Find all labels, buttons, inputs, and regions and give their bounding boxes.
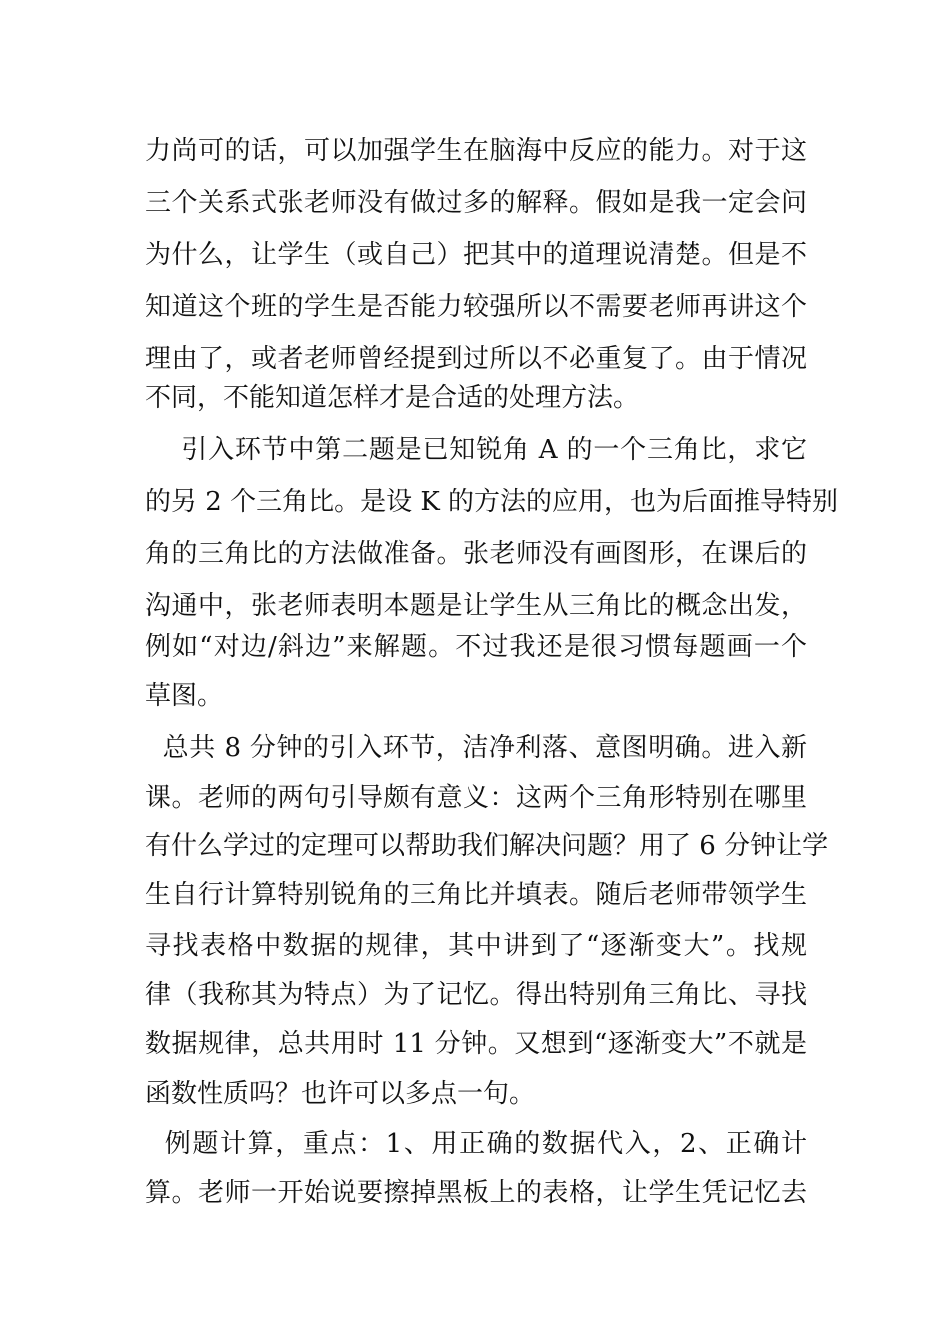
text-line: 算。老师一开始说要擦掉黑板上的表格，让学生凭记忆去 (145, 1178, 807, 1208)
text-line: 不同，不能知道怎样才是合适的处理方法。 (145, 383, 640, 413)
text-line: 沟通中，张老师表明本题是让学生从三角比的概念出发， (145, 591, 807, 621)
text-line: 知道这个班的学生是否能力较强所以不需要老师再讲这个 (145, 292, 807, 322)
text-line: 力尚可的话，可以加强学生在脑海中反应的能力。对于这 (145, 136, 807, 166)
text-line: 例如“对边/斜边”来解题。不过我还是很习惯每题画一个 (145, 632, 807, 662)
text-line: 总共 8 分钟的引入环节，洁净利落、意图明确。进入新 (145, 733, 807, 763)
text-line: 函数性质吗？也许可以多点一句。 (145, 1079, 536, 1109)
text-line: 理由了，或者老师曾经提到过所以不必重复了。由于情况 (145, 344, 807, 374)
text-line: 数据规律，总共用时 11 分钟。又想到“逐渐变大”不就是 (145, 1029, 807, 1059)
text-line: 为什么，让学生（或自己）把其中的道理说清楚。但是不 (145, 240, 807, 270)
text-line: 寻找表格中数据的规律，其中讲到了“逐渐变大”。找规 (145, 931, 807, 961)
text-line: 角的三角比的方法做准备。张老师没有画图形，在课后的 (145, 539, 807, 569)
text-line: 律（我称其为特点）为了记忆。得出特别角三角比、寻找 (145, 980, 807, 1010)
text-line: 例题计算，重点：1、用正确的数据代入，2、正确计 (145, 1129, 807, 1159)
text-line: 草图。 (145, 681, 224, 711)
text-line: 引入环节中第二题是已知锐角 A 的一个三角比，求它 (145, 435, 807, 465)
text-line: 生自行计算特别锐角的三角比并填表。随后老师带领学生 (145, 880, 807, 910)
text-line: 三个关系式张老师没有做过多的解释。假如是我一定会问 (145, 188, 807, 218)
text-line: 课。老师的两句引导颇有意义：这两个三角形特别在哪里 (145, 783, 807, 813)
text-line: 的另 2 个三角比。是设 K 的方法的应用，也为后面推导特别 (145, 487, 839, 517)
text-line: 有什么学过的定理可以帮助我们解决问题？用了 6 分钟让学 (145, 831, 829, 861)
